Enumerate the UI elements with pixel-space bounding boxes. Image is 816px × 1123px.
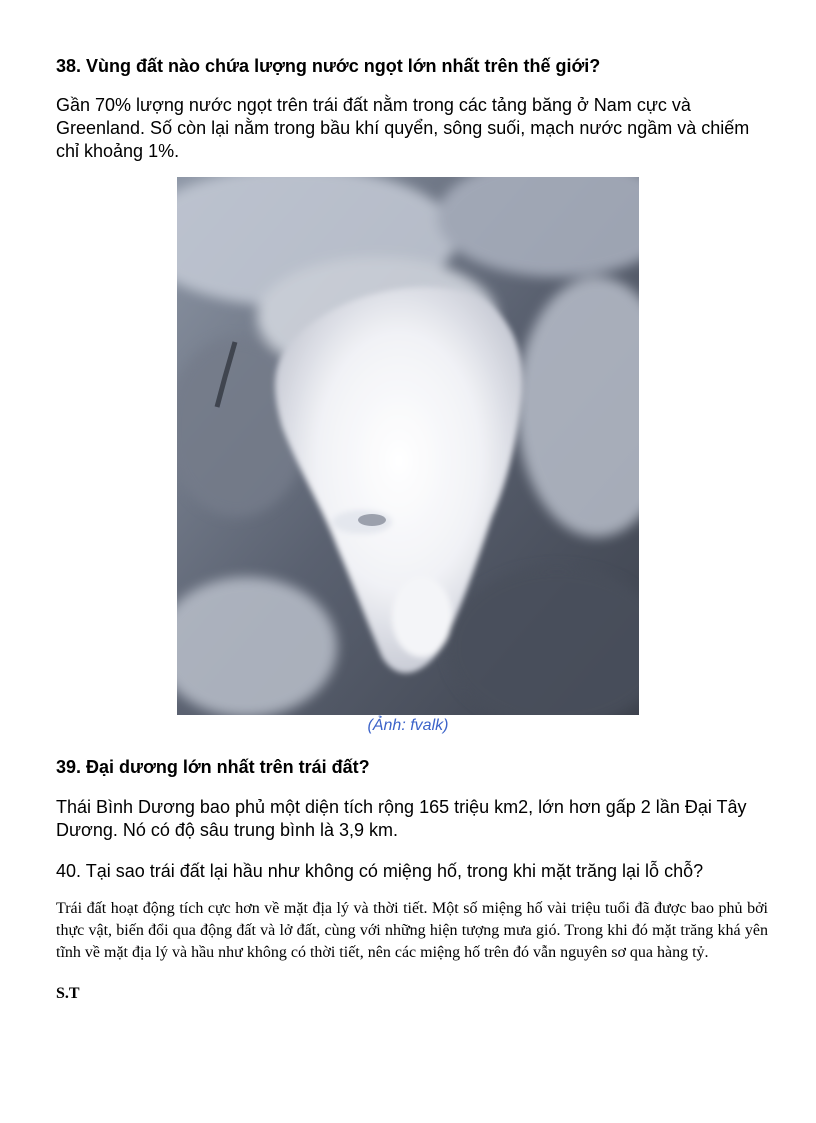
question-40-heading: 40. Tại sao trái đất lại hầu như không có miệng hố, trong khi mặt trăng lại lỗ chỗ? (56, 861, 704, 881)
question-39-answer: Thái Bình Dương bao phủ một diện tích rộng 165 triệu km2, lớn hơn gấp 2 lần Đại Tây Dương. Nó có độ sâu trung bình là 3,9 km. (56, 797, 747, 840)
question-39-heading: 39. Đại dương lớn nhất trên trái đất? (56, 757, 370, 777)
photo-caption: (Ảnh: fvalk) (367, 717, 449, 734)
author-signature: S.T (56, 985, 80, 1002)
question-38-answer: Gần 70% lượng nước ngọt trên trái đất nằm trong các tảng băng ở Nam cực và Greenland. Số còn lại nằm trong bầu khí quyển, sông suối, mạch nước ngầm và chiếm chỉ khoảng 1%. (56, 95, 750, 161)
question-38-heading: 38. Vùng đất nào chứa lượng nước ngọt lớn nhất trên thế giới? (56, 56, 601, 76)
question-40-answer: Trái đất hoạt động tích cực hơn về mặt địa lý và thời tiết. Một số miệng hố vài triệu tuổi đã được bao phủ bởi thực vật, biến đổi qua động đất và lở đất, cùng với những hiện tượng mưa gió. Trong khi đó mặt trăng khá yên tĩnh về mặt địa lý và hầu như không có thời tiết, nên các miệng hố trên đó vẫn nguyên sơ qua hàng tỷ. (56, 900, 768, 961)
greenland-satellite-photo (177, 177, 639, 715)
